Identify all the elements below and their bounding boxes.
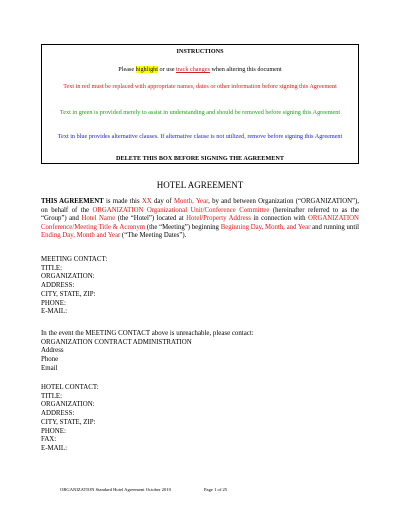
hotel-contact-line: FAX:: [41, 436, 57, 444]
footer-page-number: Page 1 of 25: [204, 487, 228, 492]
agreement-text: in connection with: [250, 215, 308, 223]
agreement-paragraph: [41, 198, 359, 241]
meeting-contact-line: ORGANIZATION:: [41, 273, 95, 281]
this-agreement-label: THIS AGREEMENT: [41, 198, 104, 205]
agreement-text: (“The Meeting Dates”).: [120, 232, 187, 240]
red-text-instruction: Text in red must be replaced with appropriate names, dates or other information before signing this Agreement: [63, 83, 337, 90]
agreement-text: and running until: [310, 223, 359, 231]
agreement-text: is made this: [103, 198, 142, 205]
org-unit-placeholder: ORGANIZATION Organizational Unit/Conference Committee: [92, 206, 270, 214]
footer-document-name: ORGANIZATION Standard Hotel Agreement October 2010: [60, 487, 171, 492]
ending-date-placeholder: Ending Day, Month and Year: [41, 232, 121, 240]
agreement-text: , by and between Organization (“ORGANIZATION”), on behalf of the: [41, 198, 359, 214]
hotel-name-placeholder: Hotel Name: [81, 215, 116, 223]
blue-text-instruction: Text in blue provides alternative clauses. If alternative clause is not utilized, remove before signing this Agreement: [57, 133, 343, 140]
hotel-contact-line: ORGANIZATION:: [41, 401, 95, 409]
day-placeholder: XX: [141, 198, 152, 205]
month-year-placeholder: Month, Year: [173, 198, 209, 205]
agreement-text: (hereinafter referred to as the “Group”) and: [41, 206, 359, 223]
line1-mid: or use: [158, 66, 177, 73]
unreachable-intro: In the event the MEETING CONTACT above is unreachable, please contact:: [41, 330, 254, 337]
highlight-word: highlight: [135, 66, 158, 73]
instructions-title: INSTRUCTIONS: [176, 48, 224, 55]
hotel-contact-line: HOTEL CONTACT:: [41, 384, 99, 391]
meeting-contact-line: E-MAIL:: [41, 308, 68, 316]
meeting-contact-block: [41, 256, 361, 317]
unreachable-contact-block: [41, 330, 361, 374]
hotel-address-placeholder: Hotel/Property Address: [186, 215, 251, 223]
hotel-contact-block: [41, 384, 361, 454]
admin-address-line: Address: [41, 347, 64, 355]
agreement-text: (the “Hotel”) located at: [115, 215, 187, 223]
line1-post: when altering this document: [209, 66, 282, 73]
contract-admin-line: ORGANIZATION CONTRACT ADMINISTRATION: [41, 338, 192, 346]
hotel-contact-line: ADDRESS:: [41, 410, 75, 418]
meeting-title-placeholder: ORGANIZATION Conference/Meeting Title & Acronym: [41, 215, 359, 231]
admin-email-line: Email: [41, 364, 58, 372]
hotel-contact-line: PHONE:: [41, 427, 66, 435]
meeting-contact-line: MEETING CONTACT:: [41, 256, 108, 263]
beginning-date-placeholder: Beginning Day, Month, and Year: [220, 223, 311, 231]
instructions-highlight-line: [42, 66, 358, 74]
instructions-box: [41, 44, 359, 164]
green-text-instruction: Text in green is provided merely to assist in understanding and should be removed before signing this Agreement: [59, 109, 341, 116]
delete-box-notice: DELETE THIS BOX BEFORE SIGNING THE AGREEMENT: [116, 155, 284, 162]
meeting-contact-line: ADDRESS:: [41, 282, 75, 290]
meeting-contact-line: PHONE:: [41, 299, 66, 307]
hotel-agreement-title: HOTEL AGREEMENT: [156, 180, 244, 190]
track-changes-word: track changes: [176, 66, 210, 73]
hotel-contact-line: TITLE:: [41, 392, 63, 400]
agreement-text: (the “Meeting”) beginning: [145, 223, 221, 231]
admin-phone-line: Phone: [41, 356, 59, 364]
line1-pre: Please: [118, 66, 136, 73]
agreement-text: day of: [151, 198, 174, 205]
hotel-contact-line: CITY, STATE, ZIP:: [41, 418, 96, 426]
hotel-contact-line: E-MAIL:: [41, 444, 68, 452]
meeting-contact-line: TITLE:: [41, 264, 63, 272]
meeting-contact-line: CITY, STATE, ZIP:: [41, 290, 96, 298]
